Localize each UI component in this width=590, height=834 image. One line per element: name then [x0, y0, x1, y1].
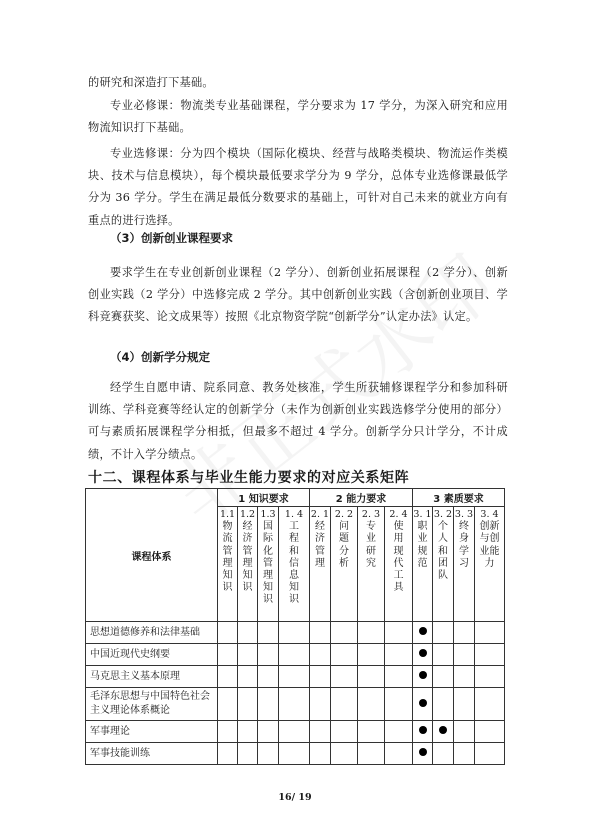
filled-circle-icon: [419, 671, 427, 679]
course-name: 马克思主义基本原理: [86, 666, 218, 688]
matrix-cell: [433, 688, 454, 721]
matrix-cell: [310, 666, 331, 688]
matrix-cell: [475, 721, 505, 743]
matrix-cell: [279, 644, 310, 666]
matrix-cell: [358, 666, 385, 688]
filled-circle-icon: [419, 699, 427, 707]
matrix-cell: [413, 622, 433, 644]
course-system-header: 课程体系: [86, 489, 218, 622]
matrix-cell: [433, 666, 454, 688]
matrix-cell: [279, 688, 310, 721]
paragraph-required-courses: 专业必修课：物流类专业基础课程，学分要求为 17 学分，为深入研究和应用物流知识打下基础。: [88, 99, 508, 135]
column-number: 2. 2: [334, 509, 354, 520]
matrix-cell: [454, 743, 475, 765]
matrix-cell: [454, 622, 475, 644]
matrix-cell: [238, 622, 258, 644]
matrix-cell: [475, 644, 505, 666]
column-number: 1.1: [219, 509, 236, 520]
matrix-cell: [454, 721, 475, 743]
column-header: [310, 507, 331, 622]
column-title: 物流管理知识: [222, 521, 233, 594]
course-name: 军事技能训练: [86, 743, 218, 765]
column-header: [433, 507, 454, 622]
group-knowledge: 1 知识要求: [218, 489, 310, 507]
filled-circle-icon: [419, 627, 427, 635]
matrix-cell: [279, 666, 310, 688]
column-title: 工程和信息知识: [289, 521, 299, 606]
column-header: [385, 507, 413, 622]
column-header: [413, 507, 433, 622]
column-title: 问题分析: [339, 521, 349, 569]
matrix-cell: [475, 622, 505, 644]
matrix-cell: [258, 721, 279, 743]
matrix-cell: [279, 743, 310, 765]
matrix-cell: [475, 743, 505, 765]
page-number: 16/ 19: [278, 792, 312, 803]
column-number: 1.3: [260, 509, 276, 520]
subheading-innovation-courses: （3）创新创业课程要求: [110, 231, 234, 245]
matrix-cell: [385, 666, 413, 688]
filled-circle-icon: [419, 649, 427, 657]
matrix-cell: [218, 721, 238, 743]
column-header: [238, 507, 258, 622]
paragraph-elective-courses: 专业选修课：分为四个模块（国际化模块、经营与战略类模块、物流运作类模块、技术与信息模块），每个模块最低要求学分为 9 学分，总体专业选修课最低学分为 36 学分。学生在满足最低分数要求的基础上，可针对自己未来的就业方向有重点的进行选择。: [88, 147, 508, 227]
matrix-cell: [413, 721, 433, 743]
column-number: 3. 3: [454, 509, 474, 520]
matrix-cell: [279, 622, 310, 644]
matrix-cell: [218, 666, 238, 688]
course-name: 军事理论: [86, 721, 218, 743]
column-number: 1.2: [239, 509, 256, 520]
column-number: 2. 3: [361, 509, 381, 520]
column-title: 终身学习: [459, 521, 469, 569]
matrix-cell: [454, 644, 475, 666]
matrix-cell: [218, 743, 238, 765]
matrix-cell: [258, 622, 279, 644]
matrix-cell: [358, 743, 385, 765]
matrix-cell: [331, 622, 358, 644]
column-header: [258, 507, 279, 622]
column-header: [454, 507, 475, 622]
table-row: [86, 743, 505, 765]
subheading-innovation-credits: （4）创新学分规定: [110, 350, 211, 364]
matrix-cell: [433, 622, 454, 644]
matrix-cell: [331, 721, 358, 743]
matrix-cell: [238, 666, 258, 688]
matrix-cell: [310, 644, 331, 666]
matrix-cell: [310, 688, 331, 721]
paragraph-innovation-credits: 经学生自愿申请、院系同意、教务处核准，学生所获辅修课程学分和参加科研训练、学科竞赛等经认定的创新学分（未作为创新创业实践选修学分使用的部分）可与素质拓展课程学分相抵，但最多不超过 4 学分。创新学分只计学分，不计成绩，不计入学分绩点。: [88, 381, 508, 461]
paragraph-foundation: 的研究和深造打下基础。: [88, 76, 214, 89]
matrix-cell: [475, 688, 505, 721]
matrix-cell: [385, 743, 413, 765]
matrix-cell: [331, 688, 358, 721]
group-header-row: [86, 489, 505, 507]
matrix-cell: [331, 743, 358, 765]
column-title: 经济管理: [315, 521, 325, 569]
matrix-cell: [238, 721, 258, 743]
column-title: 使用现代工具: [393, 521, 404, 594]
matrix-cell: [413, 743, 433, 765]
filled-circle-icon: [419, 748, 427, 756]
matrix-cell: [218, 644, 238, 666]
matrix-cell: [258, 743, 279, 765]
matrix-cell: [385, 688, 413, 721]
matrix-cell: [454, 688, 475, 721]
matrix-cell: [358, 644, 385, 666]
matrix-cell: [258, 644, 279, 666]
filled-circle-icon: [439, 726, 447, 734]
course-name: 思想道德修养和法律基础: [86, 622, 218, 644]
matrix-cell: [475, 666, 505, 688]
table-row: [86, 644, 505, 666]
column-header: [218, 507, 238, 622]
matrix-cell: [358, 688, 385, 721]
matrix-cell: [358, 721, 385, 743]
matrix-cell: [331, 666, 358, 688]
matrix-cell: [238, 644, 258, 666]
group-quality: 3 素质要求: [413, 489, 505, 507]
column-header: [331, 507, 358, 622]
matrix-cell: [413, 688, 433, 721]
column-number: 2. 1: [310, 509, 330, 520]
matrix-cell: [385, 622, 413, 644]
matrix-cell: [310, 743, 331, 765]
column-header: [358, 507, 385, 622]
column-title: 经济管理知识: [242, 521, 253, 594]
table-row: [86, 688, 505, 721]
matrix-cell: [238, 688, 258, 721]
matrix-cell: [385, 721, 413, 743]
course-name: 毛泽东思想与中国特色社会主义理论体系概论: [86, 688, 218, 721]
matrix-cell: [310, 622, 331, 644]
column-title: 个人和团队: [438, 521, 448, 582]
column-title: 创新与创业能力: [479, 521, 500, 569]
column-title: 专业研究: [366, 521, 376, 569]
matrix-cell: [454, 666, 475, 688]
matrix-cell: [433, 644, 454, 666]
matrix-cell: [279, 721, 310, 743]
matrix-cell: [218, 688, 238, 721]
filled-circle-icon: [419, 726, 427, 734]
matrix-cell: [310, 721, 331, 743]
paragraph-innovation-requirements: 要求学生在专业创新创业课程（2 学分）、创新创业拓展课程（2 学分）、创新创业实践（2 学分）中选修完成 2 学分。其中创新创业实践（含创新创业项目、学科竞赛获奖、论文成果等）按照《北京物资学院“创新学分”认定办法》认定。: [88, 266, 508, 324]
matrix-cell: [258, 666, 279, 688]
table-row: [86, 721, 505, 743]
column-header: [279, 507, 310, 622]
matrix-cell: [413, 666, 433, 688]
column-number: 3. 2: [433, 509, 453, 520]
matrix-cell: [238, 743, 258, 765]
column-number: 3. 1: [413, 509, 432, 520]
group-ability: 2 能力要求: [310, 489, 413, 507]
course-name: 中国近现代史纲要: [86, 644, 218, 666]
matrix-cell: [358, 622, 385, 644]
matrix-cell: [385, 644, 413, 666]
table-row: [86, 622, 505, 644]
column-number: 2. 4: [389, 509, 408, 520]
matrix-cell: [413, 644, 433, 666]
matrix-cell: [218, 622, 238, 644]
column-number: 3. 4: [480, 509, 499, 520]
matrix-cell: [433, 743, 454, 765]
column-title: 职业规范: [417, 521, 428, 569]
column-number: 1. 4: [284, 509, 304, 520]
matrix-cell: [331, 644, 358, 666]
table-row: [86, 666, 505, 688]
matrix-cell: [433, 721, 454, 743]
column-title: 国际化管理知识: [263, 521, 273, 606]
column-header: [475, 507, 505, 622]
section-title: 十二、课程体系与毕业生能力要求的对应关系矩阵: [88, 470, 410, 486]
matrix-cell: [258, 688, 279, 721]
course-ability-matrix: [85, 488, 505, 765]
